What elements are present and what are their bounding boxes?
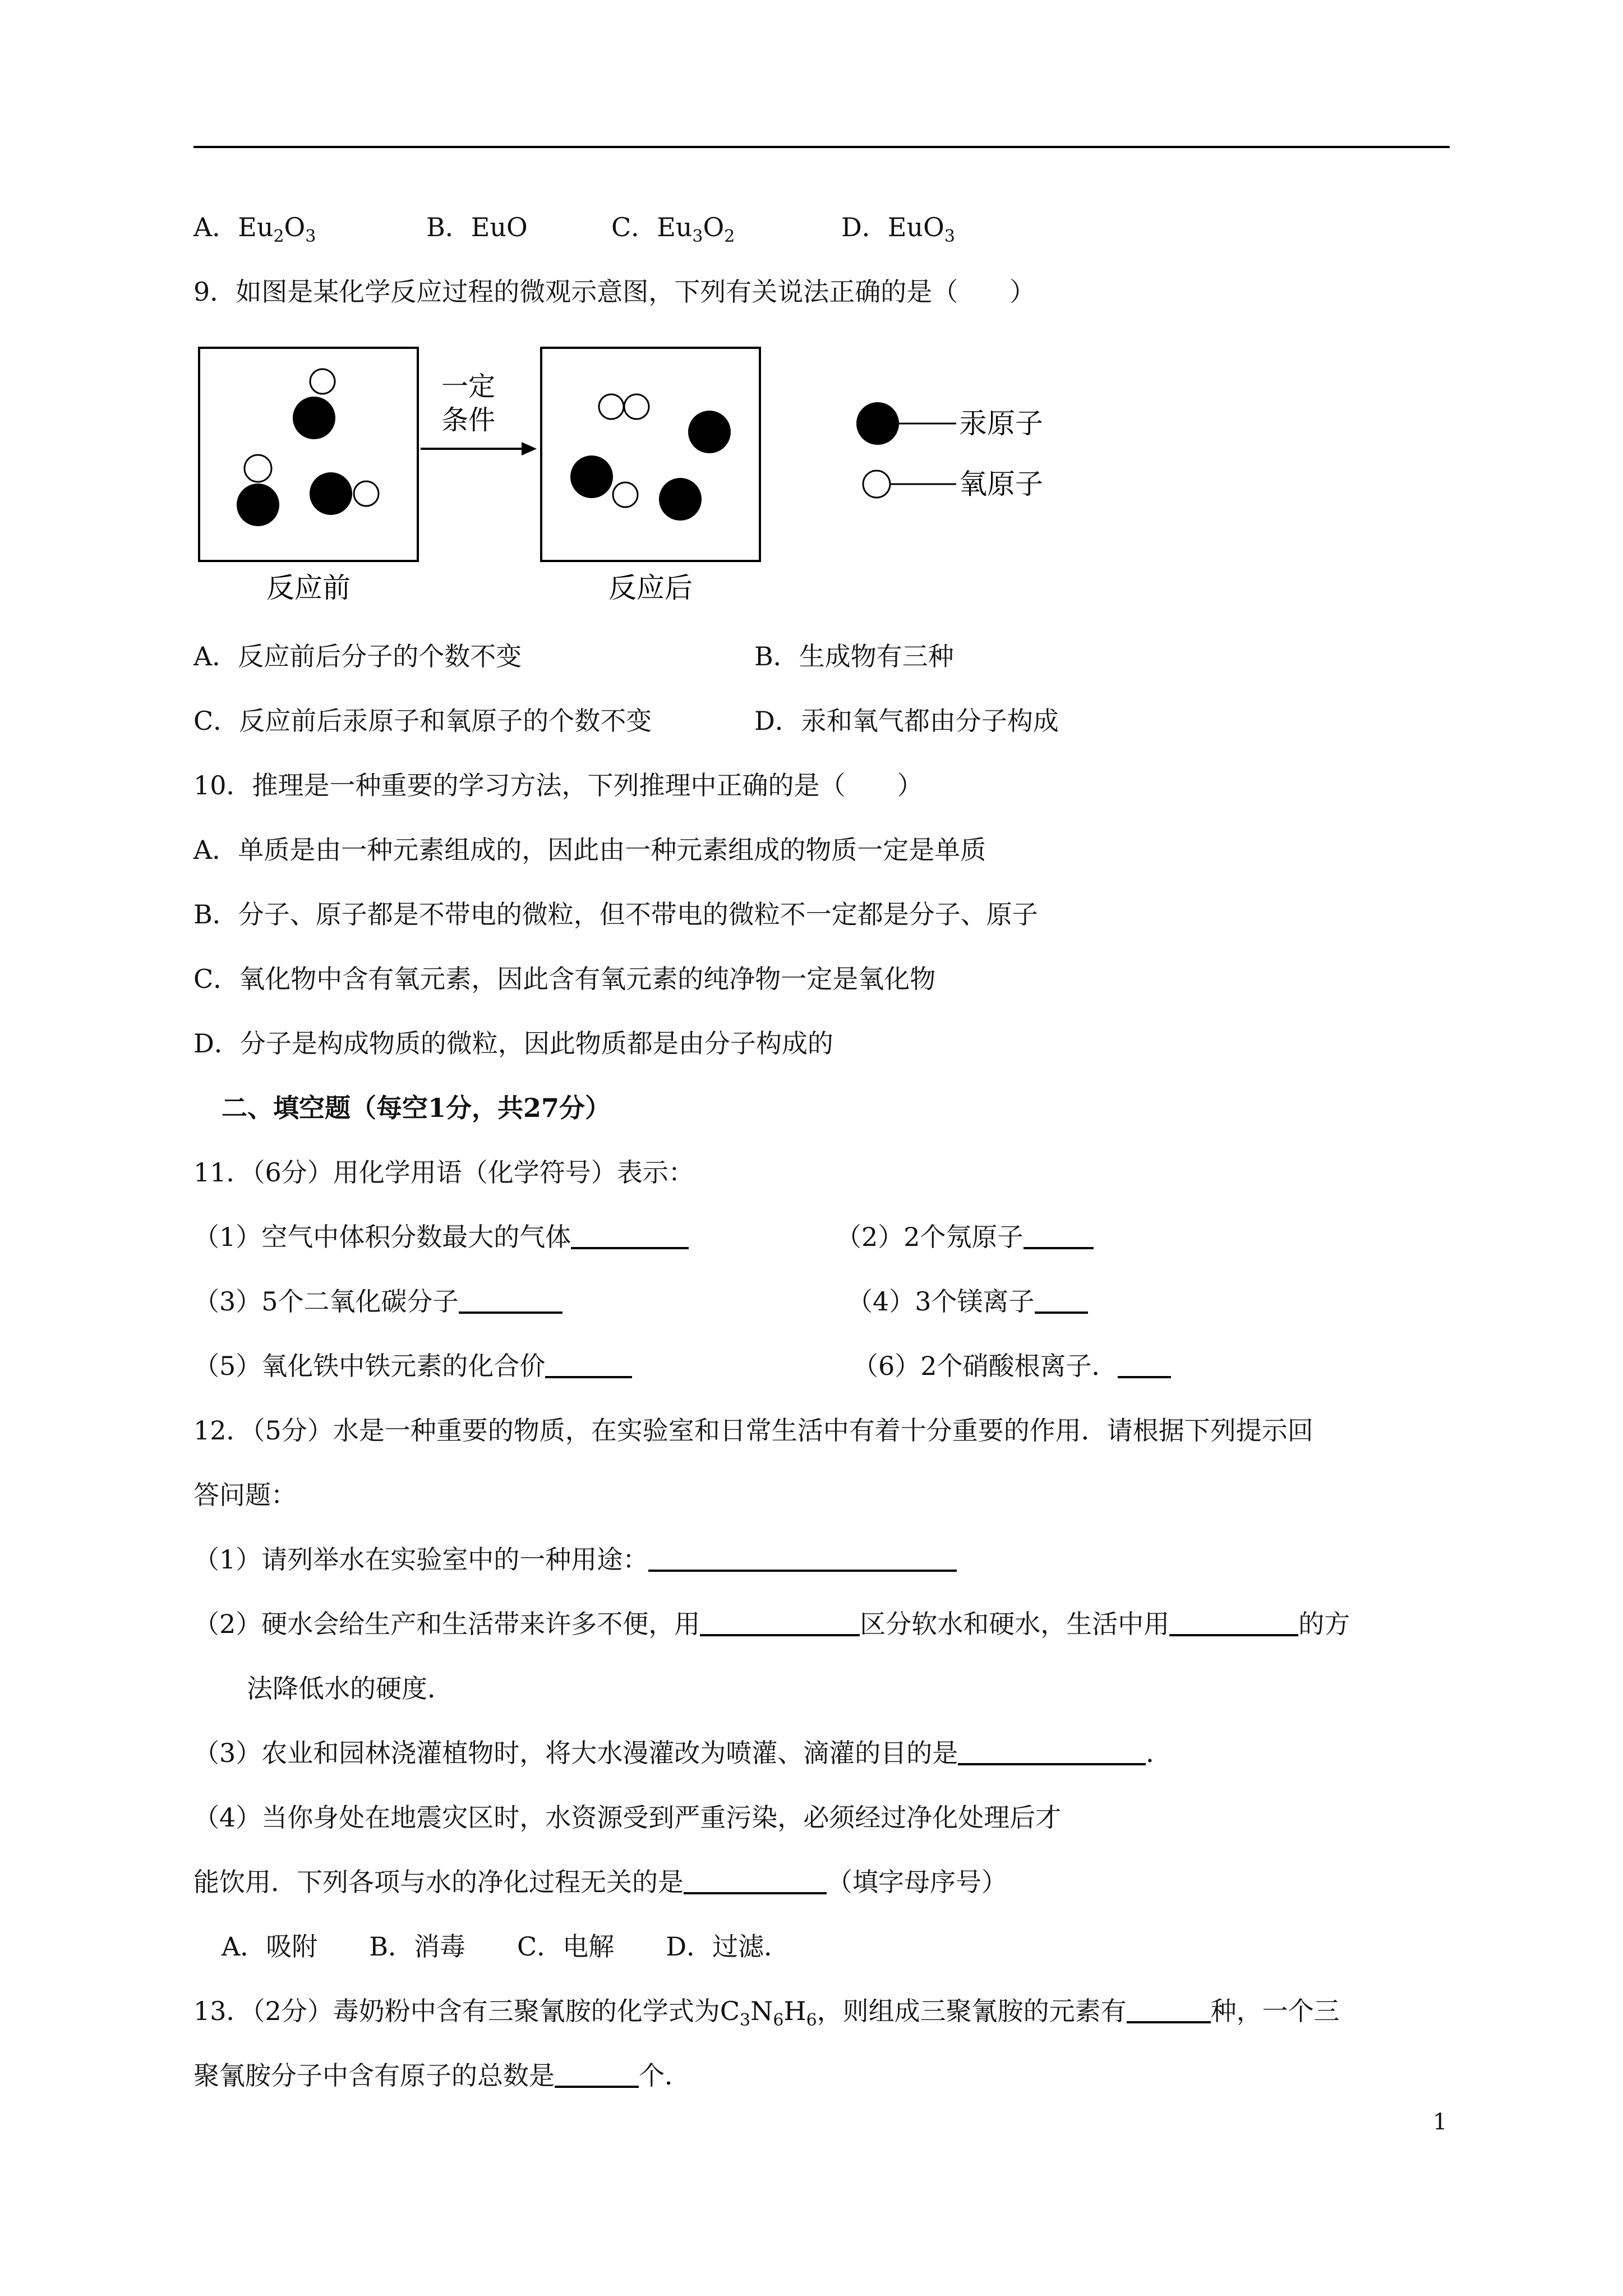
mercury-atom — [570, 455, 613, 498]
oxygen-atom — [599, 394, 624, 419]
reaction-diagram — [193, 342, 1102, 611]
q9-stem: 9．如图是某化学反应过程的微观示意图，下列有关说法正确的是（ ） — [193, 277, 1036, 307]
answer-blank — [684, 1866, 827, 1894]
q13-line-1: 13．（2分）毒奶粉中含有三聚氰胺的化学式为$C_3N_6H_6$，则组成三聚氰胺的元素有 种，一个三 — [193, 1996, 1340, 2031]
q12-part-4: （4）当你身处在地震灾区时，水资源受到严重污染，必须经过净化处理后才 — [193, 1802, 1062, 1833]
answer-blank — [1035, 1286, 1088, 1314]
legend-oxygen-label: 氧原子 — [959, 468, 1043, 500]
q11-part-1: （1）空气中体积分数最大的气体 — [193, 1220, 689, 1254]
mercury-atom — [293, 397, 335, 439]
legend-mercury-label: 汞原子 — [959, 407, 1043, 440]
oxygen-atom — [245, 455, 271, 482]
q10-option-c: C．氧化物中含有氧元素，因此含有氧元素的纯净物一定是氧化物 — [193, 964, 936, 994]
after-label: 反应后 — [608, 572, 693, 604]
arrow-label-2: 条件 — [441, 404, 496, 436]
before-box — [199, 348, 418, 561]
answer-blank — [459, 1286, 562, 1314]
mercury-atom — [237, 484, 279, 526]
arrow-head — [522, 442, 537, 455]
oxygen-atom — [354, 481, 379, 506]
mercury-atom — [688, 411, 731, 453]
q12-part-3: （3）农业和园林浇灌植物时，将大水漫灌改为喷灌、滴灌的目的是 ． — [193, 1738, 1172, 1768]
q8-option-d: D．EuO$_3$ — [841, 212, 955, 247]
q11-part-2: （2）2个氖原子 — [836, 1220, 1094, 1254]
oxygen-atom — [624, 394, 649, 419]
q11-part-3: （3）5个二氧化碳分子 — [193, 1285, 562, 1318]
answer-blank — [700, 1608, 860, 1636]
arrow-label-1: 一定 — [441, 371, 496, 402]
q12-part-4-options: A．吸附 B．消毒 C．电解 D．过滤． — [222, 1931, 790, 1962]
q12-stem-2: 答问题： — [193, 1480, 297, 1510]
q10-option-b: B．分子、原子都是不带电的微粒，但不带电的微粒不一定都是分子、原子 — [193, 899, 1038, 930]
page-number: 1 — [1433, 2109, 1447, 2135]
mercury-atom — [310, 472, 352, 515]
q8-option-a: A．$Eu_2O_3$ — [193, 212, 316, 247]
answer-blank — [648, 1544, 957, 1572]
legend-oxygen-atom — [863, 471, 890, 498]
answer-blank — [958, 1737, 1146, 1765]
q11-part-5: （5）氧化铁中铁元素的化合价 — [193, 1349, 632, 1383]
answer-blank — [1023, 1221, 1094, 1249]
answer-blank — [545, 1350, 632, 1378]
answer-blank — [1118, 1350, 1171, 1378]
q12-part-4-cont: 能饮用．下列各项与水的净化过程无关的是 （填字母序号） — [193, 1867, 1007, 1897]
q9-option-c: C．反应前后汞原子和氧原子的个数不变 — [193, 706, 652, 736]
legend-mercury-atom — [856, 402, 899, 445]
q12-part-1: （1）请列举水在实验室中的一种用途： — [193, 1543, 957, 1576]
mercury-atom — [659, 478, 702, 521]
q9-option-b: B．生成物有三种 — [754, 641, 954, 671]
oxygen-atom — [310, 369, 335, 394]
q10-stem: 10．推理是一种重要的学习方法，下列推理中正确的是（ ） — [193, 770, 923, 800]
q8-option-b: B．EuO — [426, 212, 528, 242]
q10-option-d: D．分子是构成物质的微粒，因此物质都是由分子构成的 — [193, 1028, 833, 1059]
answer-blank — [555, 2060, 639, 2088]
after-box — [541, 348, 760, 561]
before-label: 反应前 — [266, 572, 351, 604]
q9-option-d: D．汞和氧气都由分子构成 — [754, 706, 1059, 736]
section-title: 二、填空题（每空1分，共27分） — [222, 1093, 611, 1123]
answer-blank — [1169, 1608, 1298, 1636]
q12-part-2: （2）硬水会给生产和生活带来许多不便，用 区分软水和硬水，生活中用 的方 — [193, 1609, 1350, 1639]
answer-blank — [571, 1221, 689, 1249]
q11-stem: 11．（6分）用化学用语（化学符号）表示： — [193, 1157, 694, 1188]
q12-stem-1: 12．（5分）水是一种重要的物质，在实验室和日常生活中有着十分重要的作用．请根据下列提示回 — [193, 1415, 1313, 1446]
q11-part-6: （6）2个硝酸根离子． — [852, 1349, 1171, 1383]
q11-part-4: （4）3个镁离子 — [847, 1285, 1088, 1318]
q10-option-a: A．单质是由一种元素组成的，因此由一种元素组成的物质一定是单质 — [193, 835, 986, 865]
answer-blank — [1127, 1995, 1211, 2023]
header-rule — [193, 146, 1450, 148]
oxygen-atom — [613, 482, 638, 507]
q13-line-2: 聚氰胺分子中含有原子的总数是 个． — [193, 2060, 690, 2091]
q12-part-2-cont: 法降低水的硬度． — [247, 1673, 453, 1704]
q8-option-c: C．$Eu_3O_2$ — [611, 212, 735, 247]
q9-option-a: A．反应前后分子的个数不变 — [193, 641, 522, 671]
